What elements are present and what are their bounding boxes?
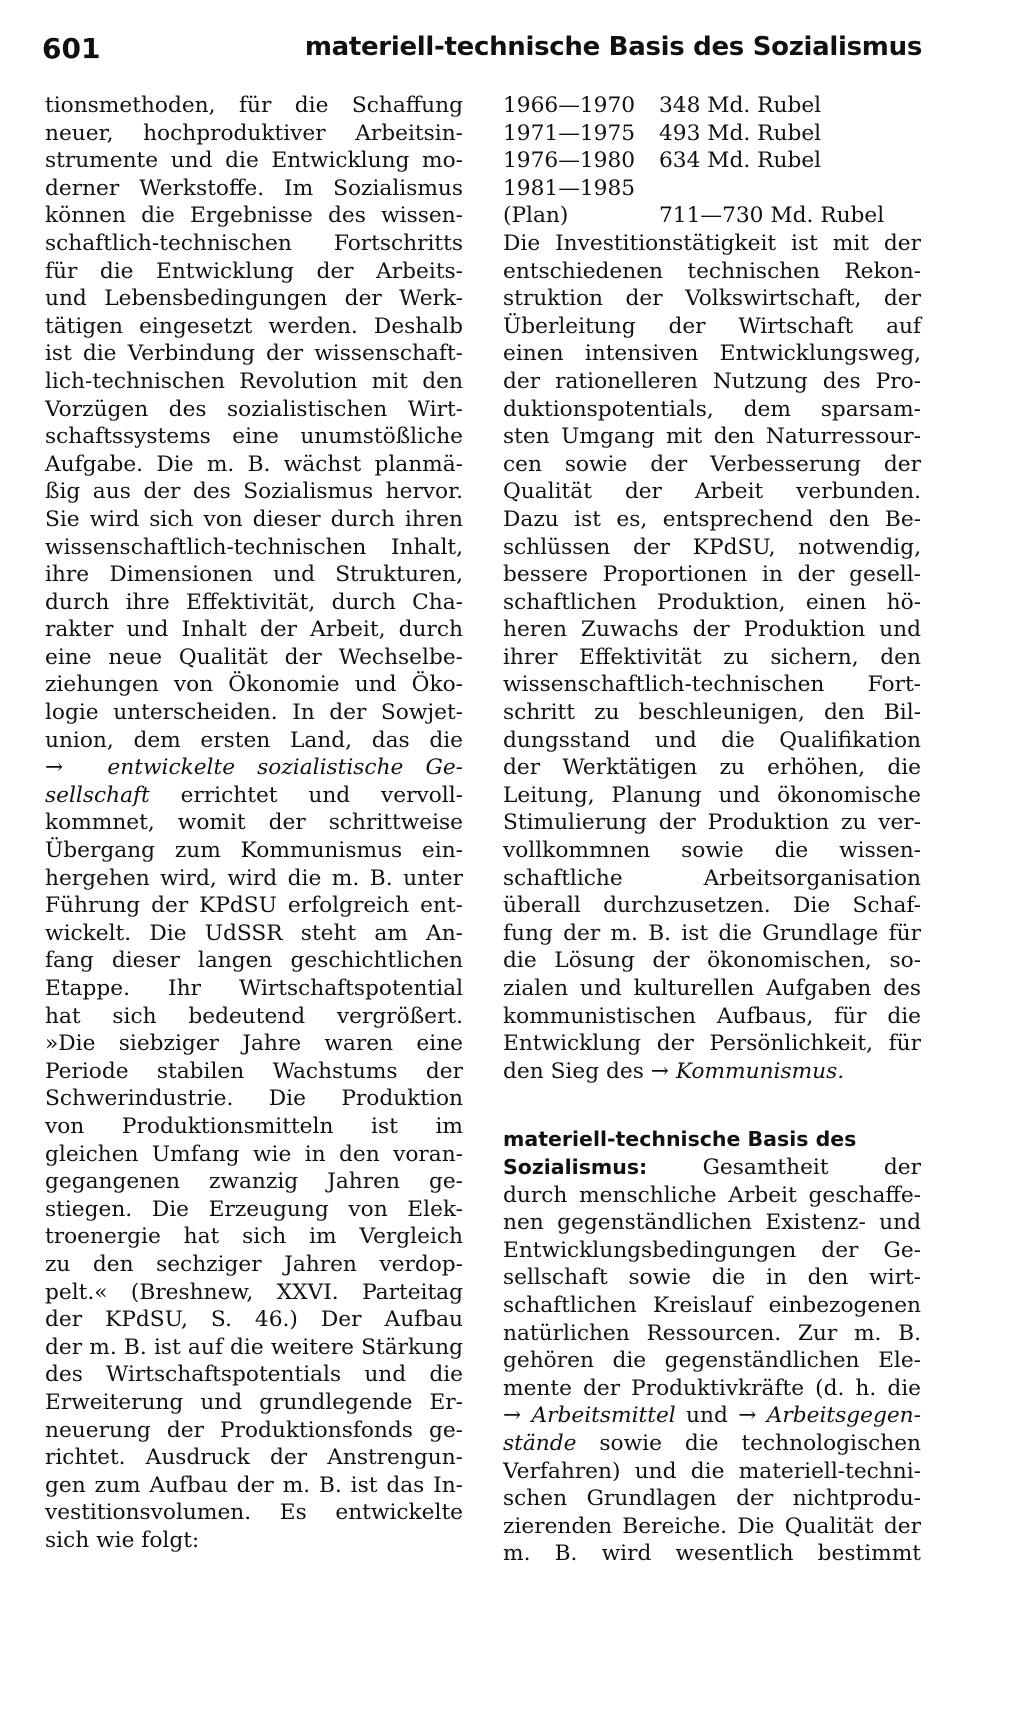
investment-table (503, 92, 921, 230)
text-line: neuerung der Produktionsfonds ge- (45, 1417, 463, 1443)
text-line: durch ihre Effektivität, durch Cha- (45, 589, 463, 615)
text-line: ßig aus der des Sozialismus hervor. (45, 479, 463, 505)
right-column (503, 92, 921, 1568)
table-cell-period: 1976—1980 (503, 148, 636, 174)
text-line: Etappe. Ihr Wirtschaftspotential (45, 976, 463, 1001)
text-line: troenergie hat sich im Vergleich (45, 1224, 463, 1250)
cross-reference-line (45, 754, 463, 782)
text-line: Erweiterung und grundlegende Er- (45, 1389, 463, 1415)
table-row (503, 92, 921, 120)
text-line: fung der m. B. ist die Grundlage für (503, 920, 921, 946)
text-line: können die Ergebnisse des wissen- (45, 203, 463, 229)
text-line: gegangenen zwanzig Jahren ge- (45, 1169, 463, 1195)
text-fragment: errichtet und vervoll- (149, 782, 463, 808)
text-line: durch menschliche Arbeit geschaffe- (503, 1182, 921, 1208)
text-line: hat sich bedeutend vergrößert. (45, 1003, 463, 1029)
table-cell-amount: 634 Md. Rubel (659, 148, 822, 174)
text-line: gehören die gegenständlichen Ele- (503, 1348, 921, 1374)
text-line: neuer, hochproduktiver Arbeitsin- (45, 120, 463, 146)
text-line: rakter und Inhalt der Arbeit, durch (45, 617, 463, 643)
text-line: mente der Produktivkräfte (d. h. die (503, 1375, 921, 1401)
text-line: Überleitung der Wirtschaft auf (503, 313, 921, 339)
text-line: derner Werkstoffe. Im Sozialismus (45, 175, 463, 201)
text-line: und Lebensbedingungen der Werk- (45, 286, 463, 312)
table-cell-period: 1981—1985 (503, 175, 636, 201)
text-line: stiegen. Die Erzeugung von Elek- (45, 1196, 463, 1222)
text-line: m. B. wird wesentlich bestimmt (503, 1541, 921, 1567)
text-line: schlüssen der KPdSU, notwendig, (503, 534, 921, 560)
text-line: bessere Proportionen in der gesell- (503, 562, 921, 588)
text-line: richtet. Ausdruck der Anstrengun- (45, 1445, 463, 1471)
entry-headword-line (503, 1126, 921, 1154)
text-line: Verfahren) und die materiell-techni- (503, 1458, 921, 1484)
text-line: ihrer Effektivität zu sichern, den (503, 644, 921, 670)
text-line: Vorzügen des sozialistischen Wirt- (45, 396, 463, 422)
table-cell-amount: 493 Md. Rubel (659, 120, 822, 146)
text-line: gleichen Umfang wie in den voran- (45, 1141, 463, 1167)
text-line: sich wie folgt: (45, 1527, 200, 1553)
text-line: Entwicklung der Persönlichkeit, für (503, 1031, 921, 1057)
text-line: duktionspotentials, dem sparsam- (503, 396, 921, 422)
text-line: logie unterscheiden. In der Sowjet- (45, 700, 463, 726)
text-line: strumente und die Entwicklung mo- (45, 148, 463, 174)
text-line: wissenschaftlich-technischen Inhalt, (45, 534, 463, 560)
text-line: tionsmethoden, für die Schaffung (45, 93, 463, 118)
cross-reference-arrow-icon[interactable]: → (45, 755, 64, 781)
text-line: nen gegenständlichen Existenz- und (503, 1210, 921, 1236)
text-line: ihre Dimensionen und Strukturen, (45, 562, 463, 588)
entry-spacer (503, 1085, 921, 1126)
page-header (42, 28, 922, 70)
cross-reference-line (503, 1402, 921, 1430)
text-line: Leitung, Planung und ökonomische (503, 782, 921, 808)
text-line: hergehen wird, wird die m. B. unter (45, 865, 463, 891)
table-row (503, 120, 921, 148)
table-cell-period: 1971—1975 (503, 120, 636, 146)
text-fragment: sowie die technologischen (576, 1430, 921, 1456)
text-fragment: Gesamtheit der (647, 1154, 921, 1180)
table-cell-amount: 348 Md. Rubel (659, 93, 822, 118)
text-line: schen Grundlagen der nichtprodu- (503, 1486, 921, 1512)
table-row (503, 202, 921, 230)
text-line: dungsstand und die Qualifikation (503, 727, 921, 753)
running-head: materiell-technische Basis des Sozialismus (304, 32, 922, 62)
text-line: lich-technischen Revolution mit den (45, 368, 463, 394)
text-line: Qualität der Arbeit verbunden. (503, 479, 921, 505)
cross-reference-line (503, 1058, 921, 1086)
text-line: von Produktionsmitteln ist im (45, 1113, 463, 1139)
table-row (503, 175, 921, 203)
text-line: der KPdSU, S. 46.) Der Aufbau (45, 1307, 463, 1333)
text-line: eine neue Qualität der Wechselbe- (45, 644, 463, 670)
text-line: Periode stabilen Wachstums der (45, 1058, 463, 1084)
text-line: überall durchzusetzen. Die Schaf- (503, 893, 921, 919)
text-line: sellschaft sowie die in den wirt- (503, 1265, 921, 1291)
text-line: kommnet, womit der schrittweise (45, 810, 463, 836)
text-line: heren Zuwachs der Produktion und (503, 617, 921, 643)
text-line: die Lösung der ökonomischen, so- (503, 948, 921, 974)
text-fragment: den Sieg des (503, 1058, 651, 1084)
text-line: Sie wird sich von dieser durch ihren (45, 506, 463, 532)
text-line: schaftlichen Produktion, einen hö- (503, 589, 921, 615)
cross-reference-link[interactable]: Arbeitsmittel (531, 1403, 676, 1429)
text-line: union, dem ersten Land, das die (45, 727, 463, 753)
text-line: tätigen eingesetzt werden. Deshalb (45, 313, 463, 339)
cross-reference-link[interactable]: Kommunismus. (675, 1058, 845, 1084)
text-line: Schwerindustrie. Die Produktion (45, 1086, 463, 1112)
text-line: ziehungen von Ökonomie und Öko- (45, 672, 463, 698)
text-line: kommunistischen Aufbaus, für die (503, 1003, 921, 1029)
entry-headword-line (503, 1154, 921, 1182)
text-line: zu den sechziger Jahren verdop- (45, 1251, 463, 1277)
text-line: der rationelleren Nutzung des Pro- (503, 368, 921, 394)
text-line: cen sowie der Verbesserung der (503, 451, 921, 477)
entry-headword: Sozialismus: (503, 1154, 648, 1179)
text-line: Stimulierung der Produktion zu ver- (503, 810, 921, 836)
page-number: 601 (42, 32, 101, 65)
text-line: der Werktätigen zu erhöhen, die (503, 755, 921, 781)
text-line (45, 782, 463, 810)
text-line: gen zum Aufbau der m. B. ist das In- (45, 1472, 463, 1498)
text-line: schritt zu beschleunigen, den Bil- (503, 700, 921, 726)
table-cell-period: (Plan) (503, 203, 569, 229)
left-column (45, 92, 463, 1554)
text-line: struktion der Volkswirtschaft, der (503, 286, 921, 312)
cross-reference-link[interactable]: sellschaft (45, 782, 150, 808)
text-line: Entwicklungsbedingungen der Ge- (503, 1237, 921, 1263)
table-row (503, 147, 921, 175)
text-line: schaftliche Arbeitsorganisation (503, 865, 921, 891)
cross-reference-arrow-icon[interactable]: → (650, 1058, 669, 1084)
text-line: wickelt. Die UdSSR steht am An- (45, 920, 463, 946)
text-line: wissenschaftlich-technischen Fort- (503, 672, 921, 698)
text-line: schaftlich-technischen Fortschritts (45, 230, 463, 256)
text-line: schaftssystems eine unumstößliche (45, 424, 463, 450)
text-line: ist die Verbindung der wissenschaft- (45, 341, 463, 367)
table-cell-period: 1966—1970 (503, 93, 636, 118)
cross-reference-link[interactable]: Arbeitsgegen- (766, 1403, 921, 1429)
cross-reference-arrow-icon[interactable]: → (738, 1403, 757, 1429)
text-fragment: und (675, 1403, 739, 1429)
text-line: einen intensiven Entwicklungsweg, (503, 341, 921, 367)
text-line: entschiedenen technischen Rekon- (503, 258, 921, 284)
text-line: Aufgabe. Die m. B. wächst planmä- (45, 451, 463, 477)
text-line: »Die siebziger Jahre waren eine (45, 1031, 463, 1057)
text-line: für die Entwicklung der Arbeits- (45, 258, 463, 284)
entry-headword: materiell-technische Basis des (503, 1127, 857, 1152)
text-line: vestitionsvolumen. Es entwickelte (45, 1500, 463, 1526)
text-line: pelt.« (Breshnew, XXVI. Parteitag (45, 1279, 463, 1305)
text-line: schaftlichen Kreislauf einbezogenen (503, 1292, 921, 1318)
text-line: der m. B. ist auf die weitere Stärkung (45, 1334, 463, 1360)
text-line: natürlichen Ressourcen. Zur m. B. (503, 1320, 921, 1346)
cross-reference-line (503, 1430, 921, 1458)
text-line: Führung der KPdSU erfolgreich ent- (45, 893, 463, 919)
text-line: vollkommnen sowie die wissen- (503, 838, 921, 864)
table-cell-amount: 711—730 Md. Rubel (659, 203, 885, 229)
cross-reference-arrow-icon[interactable]: → (503, 1403, 522, 1429)
cross-reference-link[interactable]: stände (503, 1430, 577, 1456)
cross-reference-link[interactable]: entwickelte sozialistische Ge- (107, 755, 463, 781)
text-line: Übergang zum Kommunismus ein- (45, 838, 463, 864)
text-line: zierenden Bereiche. Die Qualität der (503, 1513, 921, 1539)
text-line: zialen und kulturellen Aufgaben des (503, 976, 921, 1001)
text-line: des Wirtschaftspotentials und die (45, 1362, 463, 1388)
text-line: Die Investitionstätigkeit ist mit der (503, 230, 921, 256)
text-line: fang dieser langen geschichtlichen (45, 948, 463, 974)
text-line: sten Umgang mit den Naturressour- (503, 424, 921, 450)
text-line: Dazu ist es, entsprechend den Be- (503, 506, 921, 532)
